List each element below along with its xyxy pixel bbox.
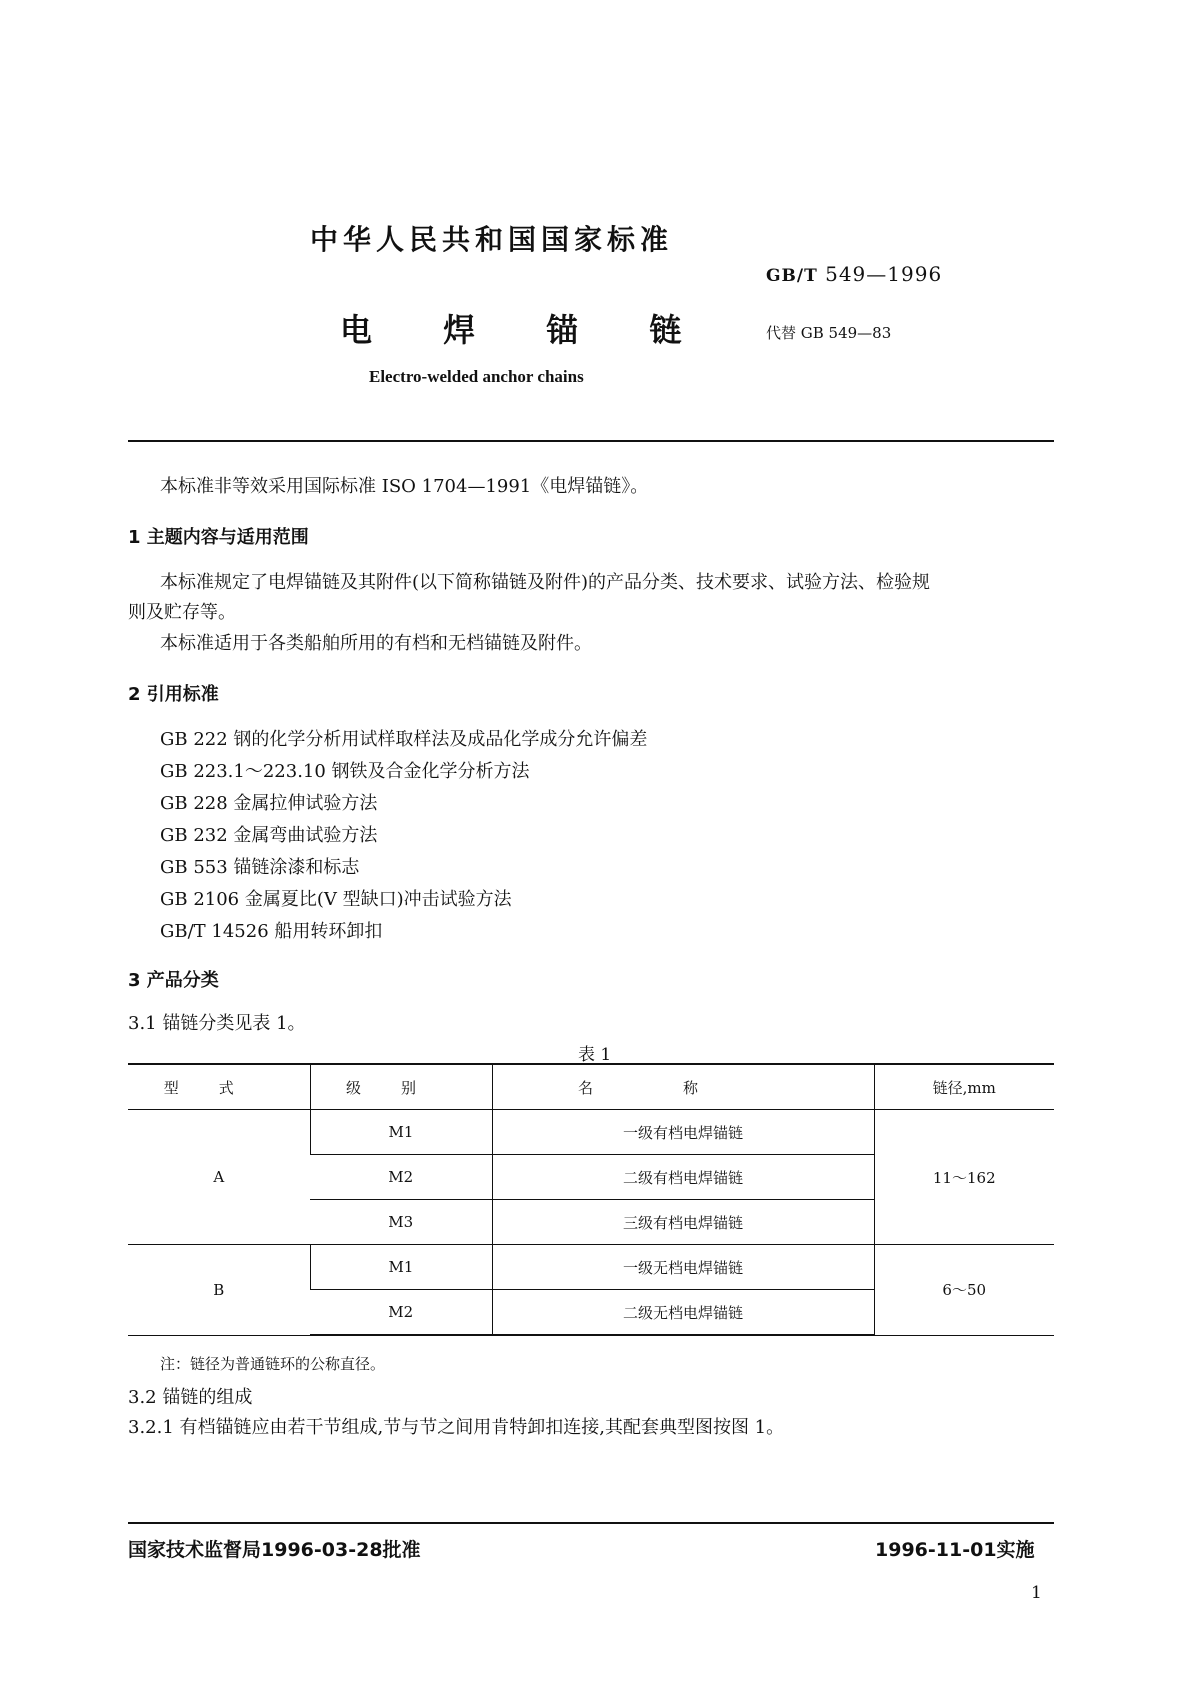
standard-code bbox=[766, 262, 942, 286]
section-3-1: 3.1 锚链分类见表 1。 bbox=[128, 1013, 306, 1034]
section-3-heading: 3 产品分类 bbox=[128, 970, 219, 991]
table-row bbox=[128, 1110, 1054, 1155]
section-1-para-2: 本标准适用于各类船舶所用的有档和无档锚链及附件。 bbox=[160, 633, 592, 654]
header-divider bbox=[128, 440, 1054, 442]
grade-cell: M3 bbox=[310, 1200, 492, 1245]
grade-cell: M1 bbox=[310, 1245, 492, 1290]
table-caption: 表 1 bbox=[578, 1045, 612, 1065]
section-2-heading: 2 引用标准 bbox=[128, 684, 219, 705]
code-prefix: GB/T bbox=[766, 266, 818, 286]
reference-item: GB 553 锚链涂漆和标志 bbox=[160, 857, 360, 878]
name-cell: 二级无档电焊锚链 bbox=[492, 1290, 874, 1336]
grade-cell: M2 bbox=[310, 1155, 492, 1200]
name-cell: 一级有档电焊锚链 bbox=[492, 1110, 874, 1155]
document-title: 电 焊 锚 链 bbox=[340, 311, 682, 349]
effective-date: 1996-11-01实施 bbox=[875, 1539, 1035, 1561]
diameter-b-cell: 6～50 bbox=[874, 1245, 1054, 1336]
table-header-row bbox=[128, 1064, 1054, 1110]
name-cell: 一级无档电焊锚链 bbox=[492, 1245, 874, 1290]
section-3-2-1: 3.2.1 有档锚链应由若干节组成,节与节之间用肯特卸扣连接,其配套典型图按图 1。 bbox=[128, 1417, 785, 1438]
header-grade: 级别 bbox=[310, 1064, 492, 1110]
replaces-standard: 代替 GB 549—83 bbox=[766, 324, 892, 342]
name-cell: 三级有档电焊锚链 bbox=[492, 1200, 874, 1245]
page-number: 1 bbox=[1031, 1583, 1042, 1603]
table-note: 注：链径为普通链环的公称直径。 bbox=[160, 1355, 386, 1373]
grade-cell: M1 bbox=[310, 1110, 492, 1155]
reference-item: GB 228 金属拉伸试验方法 bbox=[160, 793, 378, 814]
grade-cell: M2 bbox=[310, 1290, 492, 1336]
name-cell: 二级有档电焊锚链 bbox=[492, 1155, 874, 1200]
code-number: 549—1996 bbox=[825, 262, 943, 286]
reference-item: GB 223.1～223.10 钢铁及合金化学分析方法 bbox=[160, 761, 530, 782]
diameter-a-cell: 11～162 bbox=[874, 1110, 1054, 1245]
section-1-para-1-cont: 则及贮存等。 bbox=[128, 602, 236, 623]
type-a-cell: A bbox=[128, 1110, 310, 1245]
chain-classification-table bbox=[128, 1063, 1054, 1336]
section-1-heading: 1 主题内容与适用范围 bbox=[128, 527, 309, 548]
national-standard-title: 中华人民共和国国家标准 bbox=[310, 223, 674, 256]
approval-date: 国家技术监督局1996-03-28批准 bbox=[128, 1539, 421, 1561]
reference-item: GB 222 钢的化学分析用试样取样法及成品化学成分允许偏差 bbox=[160, 729, 648, 750]
intro-paragraph: 本标准非等效采用国际标准 ISO 1704—1991《电焊锚链》。 bbox=[160, 476, 649, 497]
footer-divider bbox=[128, 1522, 1054, 1524]
header-name: 名称 bbox=[492, 1064, 874, 1110]
header-diameter: 链径,mm bbox=[874, 1064, 1054, 1110]
english-title: Electro-welded anchor chains bbox=[369, 367, 584, 386]
reference-item: GB 232 金属弯曲试验方法 bbox=[160, 825, 378, 846]
reference-item: GB 2106 金属夏比(V 型缺口)冲击试验方法 bbox=[160, 889, 512, 910]
type-b-cell: B bbox=[128, 1245, 310, 1336]
section-1-para-1: 本标准规定了电焊锚链及其附件(以下简称锚链及附件)的产品分类、技术要求、试验方法、检验规 bbox=[160, 572, 931, 593]
reference-item: GB/T 14526 船用转环卸扣 bbox=[160, 921, 383, 942]
header-type: 型式 bbox=[128, 1064, 310, 1110]
section-3-2: 3.2 锚链的组成 bbox=[128, 1387, 253, 1408]
table-row bbox=[128, 1245, 1054, 1290]
